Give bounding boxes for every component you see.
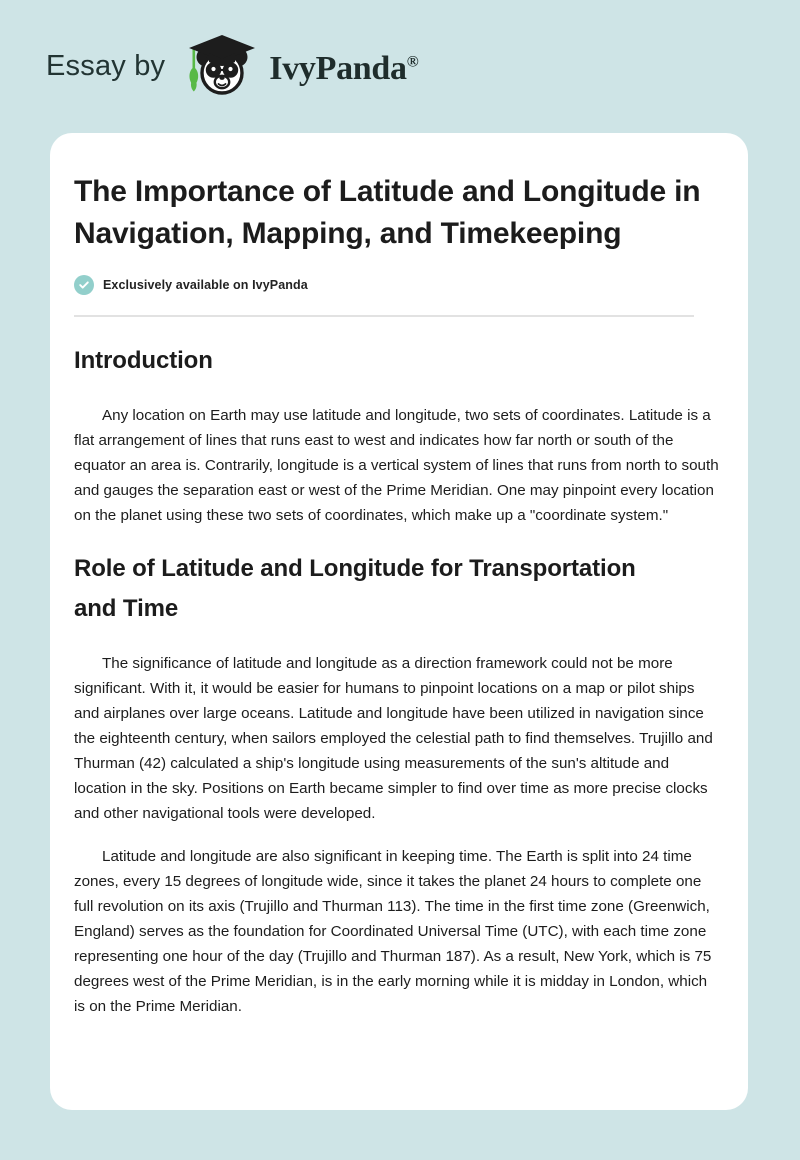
exclusive-availability-label: Exclusively available on IvyPanda xyxy=(103,278,308,292)
essay-card xyxy=(50,133,748,1110)
ivypanda-wordmark xyxy=(269,50,418,88)
exclusive-availability-badge xyxy=(74,275,720,295)
section-paragraph: The significance of latitude and longitude as a direction framework could not be more significant. With it, it would be easier for humans to pinpoint locations on a map or pilot ships and airplanes over large oceans. Latitude and longitude have been utilized in navigation since the eighteenth century, when sailors employed the celestial path to find themselves. Trujillo and Thurman (42) calculated a ship's longitude using measurements of the sun's altitude and location in the sky. Positions on Earth became simpler to find over time as more precise clocks and other navigational tools were developed. xyxy=(74,655,713,822)
title-divider xyxy=(74,315,694,317)
section-heading-introduction: Introduction xyxy=(74,347,213,374)
section-paragraph: Any location on Earth may use latitude and longitude, two sets of coordinates. Latitude is a flat arrangement of lines that runs east to west and indicates how far north or south of the equator an area is. Contrarily, longitude is a vertical system of lines that runs from north to south and gauges the separation east or west of the Prime Meridian. One may pinpoint every location on the planet using these two sets of coordinates, which make up a "coordinate system." xyxy=(74,407,719,524)
registered-trademark-symbol: ® xyxy=(406,53,419,71)
brand-name-text: IvyPanda xyxy=(269,49,407,87)
essay-by-label: Essay by xyxy=(46,50,166,82)
page-title: The Importance of Latitude and Longitude in Navigation, Mapping, and Timekeeping xyxy=(74,175,701,250)
brand-header xyxy=(0,0,800,133)
panda-graduate-logo-icon xyxy=(179,31,265,103)
check-circle-icon xyxy=(74,275,94,295)
section-heading-role-of-latitude-and-longitude: Role of Latitude and Longitude for Transportation and Time xyxy=(74,555,636,622)
section-paragraph: Latitude and longitude are also significant in keeping time. The Earth is split into 24 time zones, every 15 degrees of longitude wide, since it takes the planet 24 hours to complete one full revolution on its axis (Trujillo and Thurman 113). The time in the first time zone (Greenwich, England) serves as the foundation for Coordinated Universal Time (UTC), with each time zone representing one hour of the day (Trujillo and Thurman 187). As a result, New York, which is 75 degrees west of the Prime Meridian, is in the early morning while it is midday in London, which is on the Prime Meridian. xyxy=(74,848,712,1015)
